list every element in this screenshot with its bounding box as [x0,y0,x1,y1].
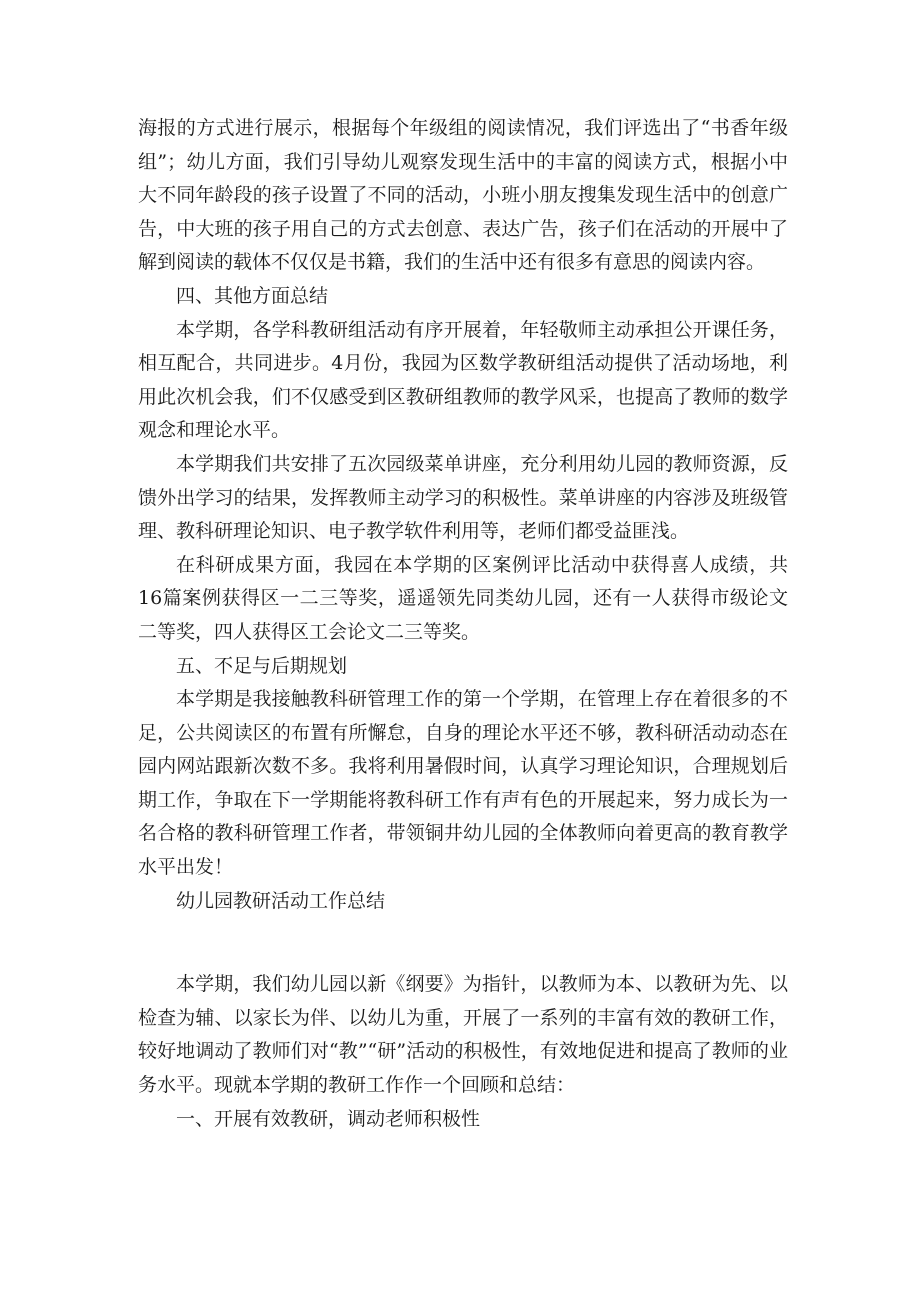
document-body [138,112,788,1136]
paragraph-semester-intro: 本学期，我们幼儿园以新《纲要》为指针，以教师为本、以教研为先、以检查为辅、以家长为伴、以幼儿为重，开展了一系列的丰富有效的教研工作，较好地调动了教师们对“教”“研”活动的积极性，有效地促进和提高了教师的业务水平。现就本学期的教研工作作一个回顾和总结： [138,973,788,1097]
heading-shortcomings-plan: 五、不足与后期规划 [176,654,348,677]
paragraph-reading-activities: 海报的方式进行展示，根据每个年级组的阅读情况，我们评选出了“书香年级组”；幼儿方面，我们引导幼儿观察发现生活中的丰富的阅读方式，根据小中大不同年龄段的孩子设置了不同的活动，小班小朋友搜集发现生活中的创意广告，中大班的孩子用自己的方式去创意、表达广告，孩子们在活动的开展中了解到阅读的载体不仅仅是书籍，我们的生活中还有很多有意思的阅读内容。 [138,117,788,274]
heading-effective-research: 一、开展有效教研，调动老师积极性 [176,1107,481,1130]
paragraph-shortcomings: 本学期是我接触教科研管理工作的第一个学期，在管理上存在着很多的不足，公共阅读区的布置有所懈怠，自身的理论水平还不够，教科研活动动态在园内网站跟新次数不多。我将利用暑假时间，认真学习理论知识，合理规划后期工作，争取在下一学期能将教科研工作有声有色的开展起来，努力成长为一名合格的教科研管理工作者，带领铜井幼儿园的全体教师向着更高的教育教学水平出发！ [138,688,788,879]
paragraph-research-groups: 本学期，各学科教研组活动有序开展着，年轻敬师主动承担公开课任务，相互配合，共同进步。4月份，我园为区数学教研组活动提供了活动场地，利用此次机会我，们不仅感受到区教研组教师的教学风采，也提高了教师的数学观念和理论水平。 [138,318,788,442]
document-title: 幼儿园教研活动工作总结 [176,889,386,912]
heading-other-aspects: 四、其他方面总结 [176,284,329,307]
paragraph-menu-lectures: 本学期我们共安排了五次园级菜单讲座，充分利用幼儿园的教师资源，反馈外出学习的结果，发挥教师主动学习的积极性。菜单讲座的内容涉及班级管理、教科研理论知识、电子教学软件利用等，老师们都受益匪浅。 [138,452,788,543]
paragraph-research-results: 在科研成果方面，我园在本学期的区案例评比活动中获得喜人成绩，共16篇案例获得区一二三等奖，遥遥领先同类幼儿园，还有一人获得市级论文二等奖，四人获得区工会论文二三等奖。 [138,553,788,643]
blank-line [138,918,788,968]
